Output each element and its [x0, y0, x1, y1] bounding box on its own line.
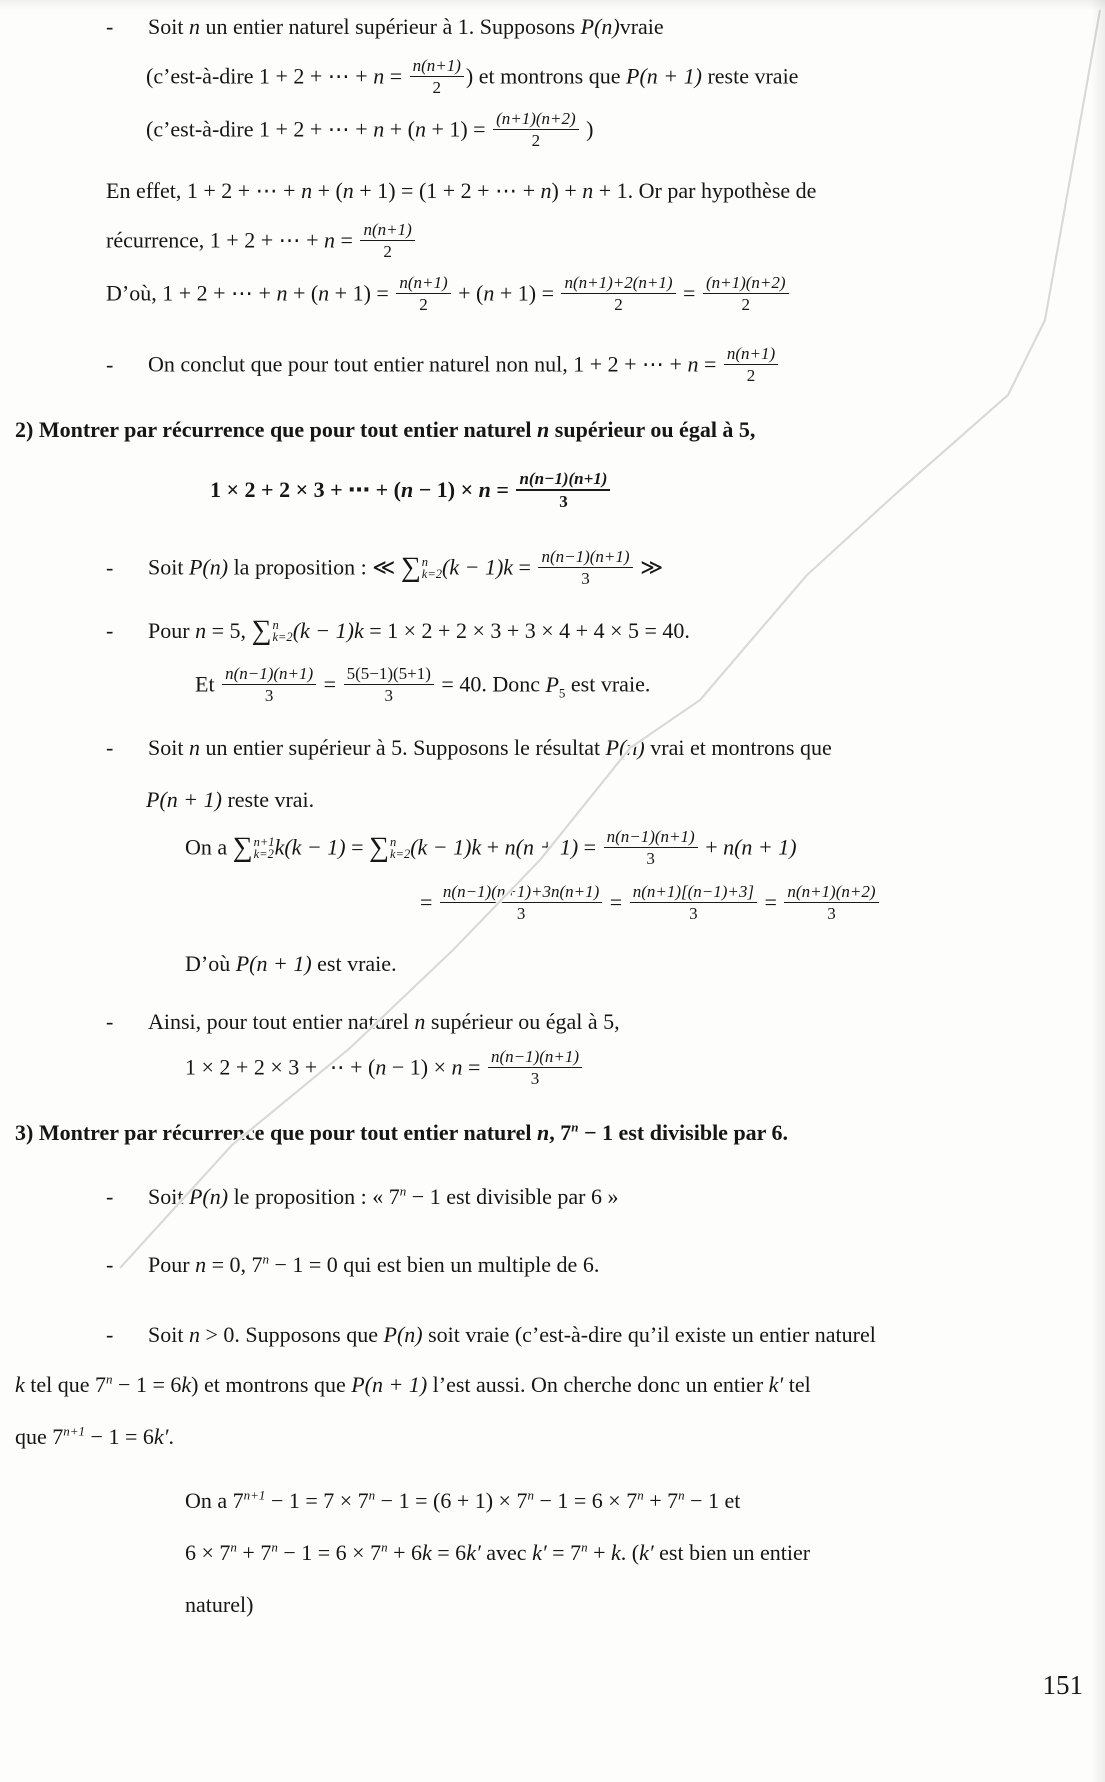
worked-line-et [195, 666, 1105, 707]
text-run: le proposition : « [228, 1184, 389, 1209]
page-number: 151 [1042, 1670, 1083, 1700]
text-run: Soit [148, 735, 189, 760]
text-run: avec [480, 1540, 533, 1565]
fraction-denominator: 3 [581, 569, 590, 588]
bullet-dash: - [106, 554, 114, 580]
summation-limits [390, 836, 410, 860]
text-run: + ( [384, 116, 415, 142]
math-run: P(n) [605, 735, 645, 760]
fraction-numerator: n(n+1) [360, 220, 414, 241]
math-run: n(n + 1) [504, 834, 579, 860]
text-run: On a [185, 834, 233, 860]
math-run: k′ [639, 1540, 654, 1565]
text-run: . ( [620, 1540, 640, 1565]
summation-lower-limit: k=2 [253, 846, 274, 861]
math-run: P(n + 1) [351, 1372, 428, 1397]
text-run: naturel) [185, 1592, 254, 1617]
power-exponent: n+1 [243, 1487, 266, 1503]
text-run: = 6 [431, 1540, 467, 1565]
math-run: n [687, 351, 699, 377]
sigma-glyph: ∑ [400, 551, 421, 583]
text-run: − 1 = 6 [112, 1372, 182, 1397]
fraction-numerator: (n+1)(n+2) [703, 273, 789, 294]
power-exponent: n [230, 1539, 237, 1555]
fraction-numerator: n(n−1)(n+1) [488, 1047, 582, 1068]
math-run: (k − 1)k [442, 554, 514, 580]
text-run: + ( [452, 280, 484, 306]
bullet-dash: - [106, 1252, 114, 1277]
math-run: k(k − 1) [274, 834, 346, 860]
math-run: n [483, 280, 495, 306]
power-base: 7 [388, 1184, 400, 1209]
text-run: = [420, 889, 438, 915]
text-run: tel [783, 1372, 811, 1397]
fraction-denominator: 2 [432, 78, 442, 97]
text-run: − 1 = 6 × [277, 1540, 371, 1565]
math-run: n [373, 116, 385, 142]
bullet-item [106, 346, 1105, 387]
power-expression [219, 1540, 237, 1565]
bullet-item [106, 731, 1105, 765]
fraction-numerator: 5(5−1)(5+1) [344, 664, 434, 685]
summation-symbol [369, 831, 411, 863]
fraction [358, 220, 416, 261]
math-run: n [375, 1054, 387, 1080]
text-run: = 1 × 2 + 2 × 3 + 3 × 4 + 4 × 5 = 40. [363, 618, 690, 643]
math-run: n [401, 477, 414, 503]
text-run: − 1) × [386, 1054, 452, 1080]
math-run: (k − 1)k [292, 618, 364, 643]
fraction-numerator: n(n+1)+2(n+1) [561, 273, 675, 294]
paragraph-flush [106, 174, 1105, 208]
summation-upper-limit: n [389, 834, 397, 849]
math-run: n [451, 1054, 463, 1080]
bullet-item [106, 1318, 1105, 1352]
text-run: soit vraie (c’est-à-dire qu’il existe un entier naturel [422, 1322, 876, 1347]
text-run: = [578, 834, 602, 860]
fraction [782, 882, 880, 923]
math-run: n [582, 178, 594, 203]
subscript-index: 5 [558, 684, 566, 700]
fraction-numerator: n(n−1)(n+1) [222, 664, 316, 685]
math-run: P(n) [188, 1184, 229, 1209]
paragraph-indent [146, 58, 1105, 99]
text-run: − 1 est divisible par 6. [578, 1120, 789, 1145]
math-run: n [478, 477, 491, 503]
text-run: Soit [148, 554, 189, 580]
text-run: . [168, 1424, 174, 1449]
math-run: n [373, 63, 385, 89]
text-run: = 40. Donc [435, 671, 546, 697]
text-run: D’où, 1 + 2 + ⋯ + [106, 280, 277, 306]
math-run: P(n + 1) [626, 63, 702, 89]
bullet-item [106, 1180, 1105, 1214]
section-heading [15, 1116, 1105, 1150]
bullet-dash: - [106, 735, 114, 760]
power-expression [667, 1488, 685, 1513]
math-run: P(n) [580, 14, 620, 39]
fraction-numerator: n(n−1)(n+1) [604, 827, 698, 848]
math-run: n [537, 417, 550, 442]
text-run: D’où [185, 951, 236, 976]
fraction-numerator: n(n+1) [396, 273, 450, 294]
bullet-dash: - [106, 618, 114, 643]
text-run: ≫ [634, 554, 664, 580]
text-run: = 5, [206, 618, 252, 643]
power-base: 7 [260, 1540, 272, 1565]
text-run: − 1 = 6 [85, 1424, 154, 1449]
fraction [394, 273, 452, 314]
text-run: − 1 = 7 × [265, 1488, 358, 1513]
text-run: Pour [148, 1252, 196, 1277]
fraction-denominator: 3 [646, 849, 655, 868]
text-run: − 1 est divisible par 6 » [406, 1184, 619, 1209]
fraction [342, 664, 436, 705]
fraction-denominator: 2 [419, 295, 428, 314]
math-run: n [195, 1252, 207, 1277]
summation-upper-limit: n [272, 617, 279, 632]
power-exponent: n [271, 1539, 278, 1555]
text-run: ) [580, 116, 594, 142]
worked-line [185, 947, 1105, 981]
scan-edge-shadow-right [1091, 0, 1105, 1782]
bullet-item [106, 1005, 1105, 1039]
text-run: = [677, 280, 701, 306]
text-run: l’est aussi. On cherche donc un entier [427, 1372, 769, 1397]
text-run: = 0, [206, 1252, 252, 1277]
text-run: 6 × [185, 1540, 220, 1565]
paragraph-indent [146, 111, 1105, 152]
fraction [602, 827, 700, 868]
power-expression [233, 1488, 266, 1513]
math-run: n [318, 280, 330, 306]
text-run: = [318, 671, 342, 697]
fraction-numerator: n(n−1)(n+1) [538, 547, 632, 568]
power-base: 7 [560, 1120, 572, 1145]
math-run: k′ [466, 1540, 481, 1565]
summation-limits [422, 556, 442, 580]
text-run: vraie [619, 14, 664, 39]
sigma-glyph: ∑ [232, 831, 253, 863]
power-exponent: n [368, 1487, 376, 1503]
math-run: P(n + 1) [235, 951, 312, 976]
summation-lower-limit: k=2 [421, 566, 443, 581]
summation-symbol [400, 551, 443, 583]
bullet-dash: - [106, 1009, 114, 1034]
text-run: − 1 = 0 qui est bien un multiple de 6. [268, 1252, 600, 1277]
bullet-dash: - [106, 14, 114, 39]
text-run: 3) Montrer par récurrence que pour tout entier naturel [15, 1120, 538, 1145]
text-run: un entier supérieur à 5. Supposons le résultat [199, 735, 606, 760]
fraction-denominator: 2 [741, 295, 751, 314]
text-run: + ( [287, 280, 319, 306]
text-run: − 1 = (6 + 1) × [375, 1488, 517, 1513]
text-run: = [759, 889, 783, 915]
text-run: Soit [148, 1184, 189, 1209]
text-run: On conclut que pour tout entier naturel non nul, 1 + 2 + ⋯ + [148, 351, 688, 377]
power-exponent: n [399, 1183, 407, 1199]
fraction-numerator: (n+1)(n+2) [493, 109, 579, 130]
text-run: − 1 = 6 × [533, 1488, 627, 1513]
math-run: P(n) [188, 554, 229, 580]
power-expression [251, 1252, 269, 1277]
fraction [220, 664, 318, 705]
power-base: 7 [357, 1488, 369, 1513]
text-run: = [384, 63, 408, 89]
full-line [15, 1420, 1105, 1454]
fraction [514, 469, 612, 511]
text-run: (c’est-à-dire 1 + 2 + ⋯ + [146, 63, 374, 89]
power-base: 7 [251, 1252, 263, 1277]
text-run: = [335, 227, 359, 253]
fraction [722, 344, 780, 385]
text-run: vrai et montrons que [644, 735, 832, 760]
power-exponent: n [571, 1119, 579, 1135]
math-run: k [181, 1372, 192, 1397]
text-run: + 1) = [329, 280, 395, 306]
text-run: Soit [148, 1322, 189, 1347]
text-run: est bien un entier [653, 1540, 811, 1565]
math-run: P(n) [383, 1322, 423, 1347]
power-base: 7 [370, 1540, 382, 1565]
math-run: k′ [768, 1372, 784, 1397]
paragraph-flush [106, 275, 1105, 316]
text-run: 2) Montrer par récurrence que pour tout entier naturel [15, 417, 538, 442]
section-heading [15, 413, 1105, 447]
math-run: n [537, 1120, 550, 1145]
math-run: n(n + 1) [723, 834, 797, 860]
text-run: Et [195, 671, 221, 697]
summation-upper-limit: n+1 [253, 834, 275, 849]
scan-edge-shadow-top [0, 0, 1105, 10]
summation-limits [254, 836, 275, 860]
text-run: > 0. Supposons que [199, 1322, 384, 1347]
math-run: (k − 1)k [410, 834, 482, 860]
fraction-denominator: 2 [614, 295, 623, 314]
text-run: = [490, 477, 515, 503]
text-run: = [604, 889, 628, 915]
text-run: (c’est-à-dire 1 + 2 + ⋯ + [146, 116, 374, 142]
sigma-glyph: ∑ [251, 614, 272, 646]
summation-symbol [232, 831, 275, 863]
power-exponent: n [637, 1487, 644, 1503]
power-base: 7 [232, 1488, 244, 1513]
power-exponent: n [381, 1539, 388, 1555]
power-base: 7 [516, 1488, 528, 1513]
fraction-numerator: n(n−1)(n+1)+3n(n+1) [440, 882, 602, 903]
power-expression [570, 1540, 588, 1565]
text-run: + 1. Or par hypothèse de [593, 178, 817, 203]
text-run: + [481, 834, 505, 860]
display-formula-bold [210, 471, 1105, 513]
power-base: 7 [667, 1488, 679, 1513]
math-run: n [324, 227, 336, 253]
paragraph-indent [146, 783, 1105, 817]
subscript-base: P [545, 671, 559, 697]
math-run: n [301, 178, 313, 203]
fraction-denominator: 2 [746, 366, 756, 385]
text-run: + 1) = (1 + 2 + ⋯ + [353, 178, 541, 203]
text-run: = [462, 1054, 486, 1080]
text-run: + 1) = [494, 280, 560, 306]
text-run: récurrence, 1 + 2 + ⋯ + [106, 227, 325, 253]
text-run: ) et montrons que [191, 1372, 352, 1397]
text-run: la proposition : ≪ [228, 554, 401, 580]
math-run: k [610, 1540, 621, 1565]
subscript-expression [545, 671, 566, 700]
worked-line [185, 1536, 1105, 1570]
fraction [491, 109, 581, 150]
fraction-denominator: 3 [264, 686, 274, 705]
summation-limits [272, 619, 292, 643]
power-exponent: n [527, 1487, 534, 1503]
summation-lower-limit: k=2 [272, 629, 293, 644]
text-run: + [236, 1540, 261, 1565]
fraction-numerator: n(n+1) [724, 344, 778, 365]
paragraph-flush [106, 222, 1105, 263]
math-run: k [422, 1540, 432, 1565]
text-run: est vraie. [311, 951, 397, 976]
power-exponent: n [262, 1251, 269, 1267]
power-expression [516, 1488, 534, 1513]
text-run: Ainsi, pour tout entier naturel [148, 1009, 415, 1034]
text-run: = [513, 554, 537, 580]
fraction-numerator: n(n+1)[(n−1)+3] [630, 882, 757, 903]
power-base: 7 [570, 1540, 582, 1565]
bullet-dash: - [106, 1184, 114, 1209]
fraction [536, 547, 634, 588]
fraction-numerator: n(n+1)(n+2) [784, 882, 878, 903]
text-run: + [643, 1488, 668, 1513]
full-line [15, 1368, 1105, 1402]
fraction-denominator: 3 [559, 492, 568, 511]
fraction [559, 273, 677, 314]
fraction [408, 56, 466, 97]
text-run: reste vraie [701, 63, 799, 89]
fraction [486, 1047, 584, 1088]
power-expression [260, 1540, 278, 1565]
text-run: On a [185, 1488, 233, 1513]
power-base: 7 [626, 1488, 638, 1513]
text-run: supérieur ou égal à 5, [425, 1009, 620, 1034]
math-run: n [342, 178, 354, 203]
fraction-denominator: 3 [827, 904, 836, 923]
text-run: = [345, 834, 370, 860]
text-run: + 6 [387, 1540, 422, 1565]
text-run: ) + [551, 178, 583, 203]
power-base: 7 [95, 1372, 107, 1397]
power-exponent: n+1 [63, 1423, 86, 1439]
math-run: n [414, 1009, 426, 1034]
math-run: n [195, 618, 207, 643]
text-run: Soit [148, 14, 189, 39]
text-run: que [15, 1424, 53, 1449]
fraction-denominator: 2 [383, 242, 392, 261]
text-run: tel que [24, 1372, 96, 1397]
text-run: − 1 et [684, 1488, 741, 1513]
power-base: 7 [52, 1424, 64, 1449]
summation-lower-limit: k=2 [389, 846, 411, 861]
text-run: + [587, 1540, 611, 1565]
text-run: − 1) × [413, 477, 479, 503]
worked-line [185, 1588, 1105, 1622]
summation-upper-limit: n [421, 554, 429, 569]
text-run: un entier naturel supérieur à 1. Supposons [199, 14, 581, 39]
bullet-item [106, 10, 1105, 44]
text-run: supérieur ou égal à 5, [549, 417, 756, 442]
math-run: n [188, 735, 200, 760]
text-run: reste vrai. [221, 787, 315, 812]
math-run: k [15, 1372, 25, 1397]
power-expression [358, 1488, 376, 1513]
bullet-item [106, 1248, 1105, 1282]
power-exponent: n [581, 1539, 588, 1555]
sigma-glyph: ∑ [369, 831, 389, 863]
bullet-item [106, 614, 1105, 648]
text-run: 1 × 2 + 2 × 3 + ⋯ + ( [210, 477, 402, 503]
math-run: n [540, 178, 552, 203]
summation-symbol [251, 614, 293, 646]
math-run: n [276, 280, 288, 306]
worked-line [185, 1484, 1105, 1518]
math-run: k′ [153, 1424, 169, 1449]
text-run: En effet, 1 + 2 + ⋯ + [106, 178, 302, 203]
text-run: + [699, 834, 724, 860]
worked-line [185, 829, 1105, 870]
text-run: , [549, 1120, 561, 1145]
power-expression [626, 1488, 644, 1513]
fraction [628, 882, 759, 923]
power-exponent: n [106, 1371, 113, 1387]
math-run: n [188, 1322, 200, 1347]
fraction-denominator: 3 [689, 904, 698, 923]
text-run: ) et montrons que [465, 63, 627, 89]
power-exponent: n [678, 1487, 685, 1503]
fraction [438, 882, 604, 923]
fraction-denominator: 2 [531, 131, 541, 150]
fraction-numerator: n(n−1)(n+1) [516, 469, 610, 491]
fraction-denominator: 3 [530, 1069, 540, 1088]
fraction-denominator: 3 [384, 686, 393, 705]
text-run: = [698, 351, 722, 377]
bullet-dash: - [106, 351, 114, 377]
math-run: P(n + 1) [146, 787, 222, 812]
math-run: n [188, 14, 200, 39]
math-run: n [414, 116, 426, 142]
display-formula [185, 1049, 1105, 1090]
fraction-numerator: n(n+1) [410, 56, 464, 77]
power-base: 7 [219, 1540, 231, 1565]
equation-continuation [420, 884, 1105, 925]
bullet-item [106, 549, 1105, 590]
math-run: k′ [532, 1540, 547, 1565]
text-run: + 1) = [425, 116, 492, 142]
power-expression [95, 1372, 113, 1397]
text-run: 1 × 2 + 2 × 3 + ⋯ + ( [185, 1054, 376, 1080]
power-expression [370, 1540, 388, 1565]
fraction [701, 273, 791, 314]
power-expression [52, 1424, 85, 1449]
text-run: = [546, 1540, 571, 1565]
text-run: Pour [148, 618, 196, 643]
text-run: est vraie. [565, 671, 651, 697]
power-expression [560, 1120, 578, 1145]
fraction-denominator: 3 [516, 904, 526, 923]
text-run: + ( [312, 178, 343, 203]
power-expression [389, 1184, 407, 1209]
bullet-dash: - [106, 1322, 114, 1347]
